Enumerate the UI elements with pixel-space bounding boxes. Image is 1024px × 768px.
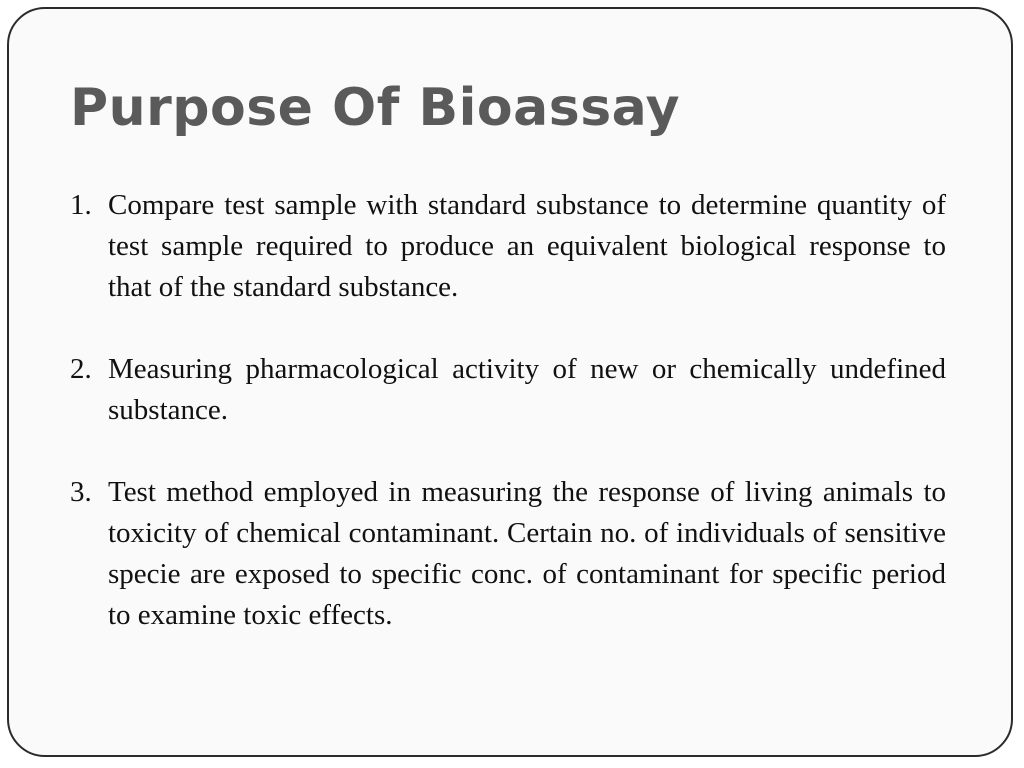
list-item [70,472,946,636]
list-item [70,349,946,431]
list-item-text: Compare test sample with standard substance to determine quantity of test sample required to produce an equivalent biological response to that of the standard substance. [108,189,946,303]
list-item-number: 1. [70,189,92,221]
list-item-number: 3. [70,476,92,508]
list-item-number: 2. [70,353,92,385]
purpose-list [70,185,946,636]
list-item-text: Measuring pharmacological activity of new or chemically undefined substance. [108,353,946,426]
list-item [70,185,946,308]
slide-title: Purpose Of Bioassay [70,78,681,138]
list-item-text: Test method employed in measuring the response of living animals to toxicity of chemical contaminant. Certain no. of individuals of sensitive specie are exposed to specific conc. of contaminant for specific period to examine toxic effects. [108,476,946,631]
